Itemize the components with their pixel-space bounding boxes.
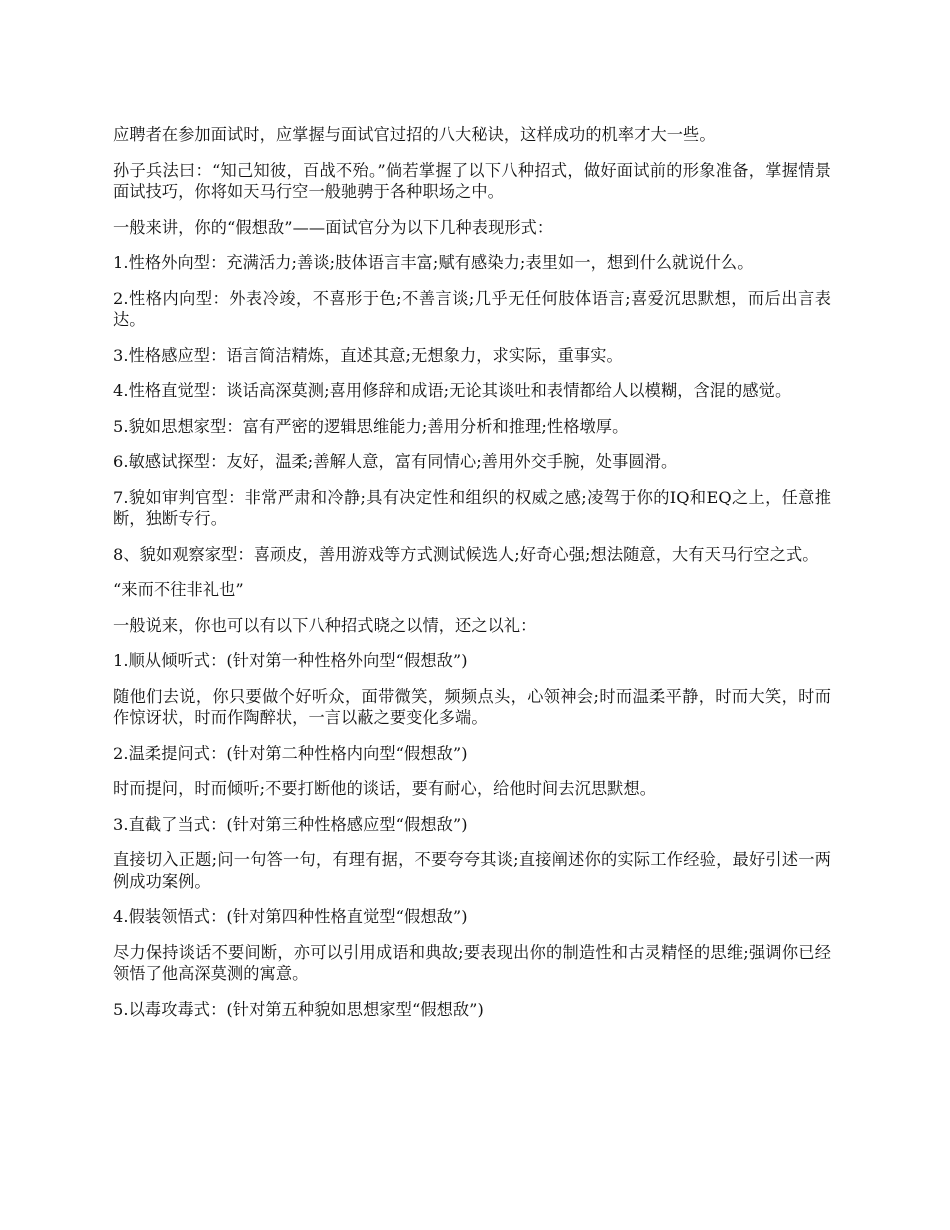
document-body [113,124,831,1034]
response-style-3-body: 直接切入正题;问一句答一句，有理有据，不要夸夸其谈;直接阐述你的实际工作经验，最好引述一两例成功案例。 [113,850,831,891]
interviewer-type-8: 8、貌如观察家型：喜顽皮，善用游戏等方式测试候选人;好奇心强;想法随意，大有天马行空之式。 [113,544,819,564]
interviewer-type-7: 7.貌如审判官型：非常严肃和冷静;具有决定性和组织的权威之感;凌驾于你的IQ和EQ之上，任意推断，独断专行。 [113,487,831,528]
interviewer-type-4: 4.性格直觉型：谈话高深莫测;喜用修辞和成语;无论其谈吐和表情都给人以模糊，含混的感觉。 [113,381,792,400]
interviewer-type-2: 2.性格内向型：外表冷竣，不喜形于色;不善言谈;几乎无任何肢体语言;喜爱沉思默想，而后出言表达。 [113,288,831,329]
response-style-3-heading: 3.直截了当式：(针对第三种性格感应型“假想敌”) [113,814,468,834]
response-style-1-body: 随他们去说，你只要做个好听众，面带微笑，频频点头，心领神会;时而温柔平静，时而大笑，时而作惊讶状，时而作陶醉状，一言以蔽之要变化多端。 [113,686,831,727]
response-style-5-heading: 5.以毒攻毒式：(针对第五种貌如思想家型“假想敌”) [113,999,484,1019]
sunzi-quote-paragraph: 孙子兵法曰：“知己知彼，百战不殆。”倘若掌握了以下八种招式，做好面试前的形象准备，掌握情景面试技巧，你将如天马行空一般驰骋于各种职场之中。 [113,160,831,201]
interviewer-type-3: 3.性格感应型：语言简洁精炼，直述其意;无想象力，求实际，重事实。 [113,345,623,365]
intro-paragraph: 应聘者在参加面试时，应掌握与面试官过招的八大秘诀，这样成功的机率才大一些。 [113,125,716,144]
response-style-4-body: 尽力保持谈话不要间断，亦可以引用成语和典故;要表现出你的制造性和古灵精怪的思维;强调你已经领悟了他高深莫测的寓意。 [113,942,831,983]
response-style-1-heading: 1.顺从倾听式：(针对第一种性格外向型“假想敌”) [113,651,468,670]
interviewer-type-6: 6.敏感试探型：友好，温柔;善解人意，富有同情心;善用外交手腕，处事圆滑。 [113,452,678,471]
response-style-2-heading: 2.温柔提问式：(针对第二种性格内向型“假想敌”) [113,743,468,763]
interviewer-types-intro: 一般来讲，你的“假想敌”——面试官分为以下几种表现形式： [113,217,554,237]
interviewer-type-5: 5.貌如思想家型：富有严密的逻辑思维能力;善用分析和推理;性格墩厚。 [113,416,629,436]
proverb-line: “来而不往非礼也” [113,580,244,599]
response-style-4-heading: 4.假装领悟式：(针对第四种性格直觉型“假想敌”) [113,907,468,926]
interviewer-type-1: 1.性格外向型：充满活力;善谈;肢体语言丰富;赋有感染力;表里如一，想到什么就说什么。 [113,253,754,272]
response-style-2-body: 时而提问，时而倾听;不要打断他的谈话，要有耐心，给他时间去沉思默想。 [113,779,657,798]
response-styles-intro: 一般说来，你也可以有以下八种招式晓之以情，还之以礼： [113,615,537,635]
